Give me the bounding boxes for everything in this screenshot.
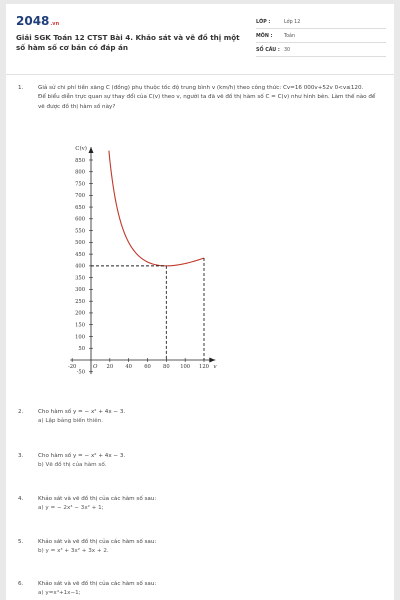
y-tick-label: 200 xyxy=(75,310,85,317)
question-subpart: a) y = − 2x³ − 3x² + 1; xyxy=(38,505,104,512)
x-tick-label: -20 xyxy=(67,364,77,370)
meta-row-count xyxy=(256,45,386,57)
x-axis-arrow xyxy=(209,358,215,363)
y-tick-label: 50 xyxy=(78,346,85,353)
question-text: Khảo sát và vẽ đồ thị của các hàm số sau: xyxy=(38,581,157,587)
question-number: 5. xyxy=(18,539,24,545)
document-title: Giải SGK Toán 12 CTST Bài 4. Khảo sát và vẽ đồ thị một số hàm số cơ bản có đáp án xyxy=(16,33,240,52)
question-text: Cho hàm số y = − x² + 4x − 3. xyxy=(38,453,126,459)
question-4 xyxy=(18,495,382,514)
cost-curve xyxy=(109,151,204,266)
x-tick-label: 20 xyxy=(106,364,114,370)
question-5 xyxy=(18,538,382,557)
y-axis-label: C(v) xyxy=(75,146,87,153)
logo-suffix: .vn xyxy=(50,21,60,27)
x-tick-label: 60 xyxy=(144,364,151,370)
site-logo[interactable] xyxy=(16,14,59,28)
y-tick-label: 700 xyxy=(75,193,85,200)
question-text-2: Để biểu diễn trực quan sự thay đổi của C(v) theo v, người ta đã vẽ đồ thị hàm số C = C(v) như hình bên. Làm thế nào để vẽ được đồ thị hàm số này? xyxy=(38,94,376,110)
meta-label: MÔN : xyxy=(256,34,273,39)
y-tick-label: 600 xyxy=(75,216,85,223)
meta-value: 30 xyxy=(284,48,291,53)
question-text: Khảo sát và vẽ đồ thị của các hàm số sau: xyxy=(38,496,157,502)
question-2 xyxy=(18,408,382,427)
x-tick-label: 120 xyxy=(199,364,209,370)
y-tick-label: 150 xyxy=(75,322,85,329)
meta-row-grade xyxy=(256,17,386,29)
question-6 xyxy=(18,580,382,599)
cost-graph xyxy=(36,132,216,392)
question-1 xyxy=(18,84,382,112)
question-subpart: b) Vẽ đồ thị của hàm số. xyxy=(38,462,107,469)
y-tick-label: 650 xyxy=(75,204,85,211)
y-tick-label: 300 xyxy=(75,287,85,294)
y-tick-label: -50 xyxy=(76,369,85,376)
document-header xyxy=(6,4,394,74)
y-tick-label: 750 xyxy=(75,181,85,188)
x-tick-label: 80 xyxy=(163,364,170,370)
cost-graph-svg xyxy=(36,132,216,392)
question-3 xyxy=(18,452,382,471)
meta-label: SỐ CÂU : xyxy=(256,48,280,53)
question-number: 4. xyxy=(18,496,24,502)
y-tick-label: 350 xyxy=(75,275,85,282)
y-tick-label: 100 xyxy=(75,334,85,341)
question-text: Giả sử chi phí tiền xăng C (đồng) phụ thuộc tốc độ trung bình v (km/h) theo công thức: Cv=16 000v+52v 0<v≤120. xyxy=(38,85,364,91)
question-number: 3. xyxy=(18,453,24,459)
meta-value: Toán xyxy=(284,34,296,39)
question-subpart: a) y=x⁴+1x−1; xyxy=(38,590,81,597)
document-page xyxy=(6,4,394,600)
y-tick-label: 550 xyxy=(75,228,85,235)
question-subpart: b) y = x³ + 3x² + 3x + 2. xyxy=(38,548,109,555)
meta-row-subject xyxy=(256,31,386,43)
logo-text: 2048 xyxy=(16,14,50,28)
y-tick-label: 450 xyxy=(75,251,85,258)
y-tick-label: 500 xyxy=(75,240,85,247)
meta-table xyxy=(256,17,386,59)
question-number: 1. xyxy=(18,85,24,91)
meta-label: LỚP : xyxy=(256,20,271,25)
y-axis-arrow xyxy=(89,147,94,153)
question-subpart: a) Lập bảng biến thiên. xyxy=(38,418,104,425)
y-tick-label: 400 xyxy=(75,263,85,270)
y-tick-label: 250 xyxy=(75,298,85,305)
question-number: 2. xyxy=(18,409,24,415)
header-divider xyxy=(6,74,394,75)
x-tick-label: 40 xyxy=(125,364,132,370)
x-axis-label: v xyxy=(213,364,217,370)
question-text: Cho hàm số y = − x² + 4x − 3. xyxy=(38,409,126,415)
y-tick-label: 800 xyxy=(75,169,85,176)
origin-label: O xyxy=(93,364,98,370)
y-tick-label: 850 xyxy=(75,157,85,164)
meta-value: Lớp 12 xyxy=(284,20,301,25)
x-tick-label: 100 xyxy=(180,364,191,370)
question-text: Khảo sát và vẽ đồ thị của các hàm số sau: xyxy=(38,539,157,545)
question-number: 6. xyxy=(18,581,24,587)
